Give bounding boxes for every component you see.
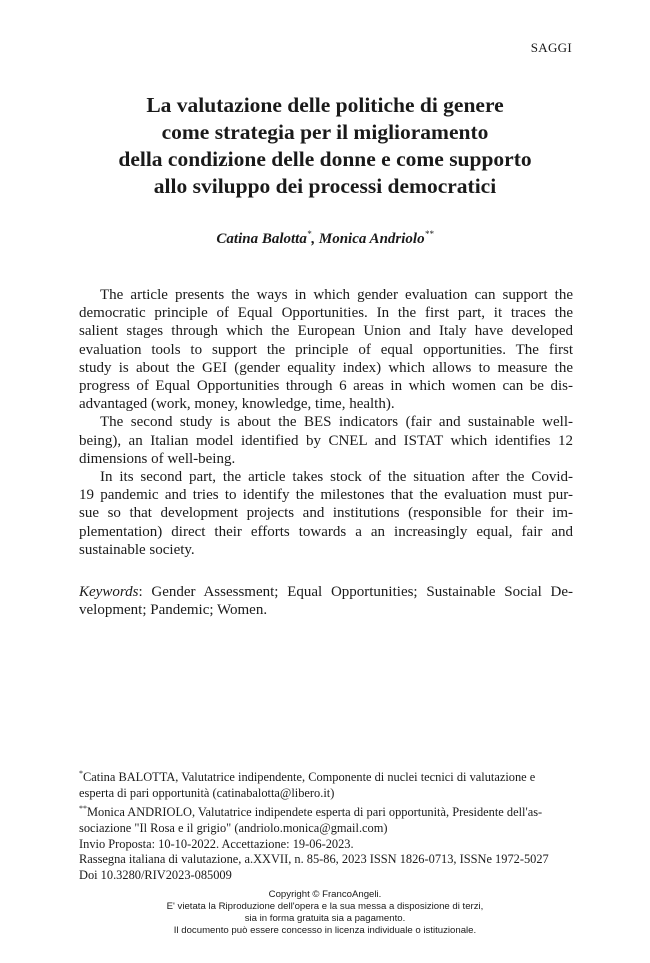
abstract-line: sue so that development projects and institutions (responsible for their im- <box>79 505 573 522</box>
copyright-line: Il documento può essere concesso in licenza individuale o istituzionale. <box>173 925 477 936</box>
author-name: Catina Balotta <box>216 231 307 247</box>
article-title <box>60 92 590 200</box>
abstract-line: In its second part, the article takes stock of the situation after the Covid- <box>100 469 573 486</box>
abstract-line: The article presents the ways in which gender evaluation can support the <box>100 287 573 303</box>
footnote-marker: ** <box>79 804 87 814</box>
footnote-marker: ** <box>424 229 434 239</box>
abstract-line: study is about the GEI (gender equality index) which allows to measure the <box>79 359 573 376</box>
abstract-line: dimensions of well-being. <box>79 450 236 467</box>
title-line: della condizione delle donne e come supporto <box>118 147 532 171</box>
abstract-line: The second study is about the BES indicators (fair and sustainable well- <box>100 414 573 431</box>
footnote-marker: * <box>79 769 83 778</box>
abstract-line: sustainable society. <box>79 541 195 558</box>
keywords-label: Keywords <box>79 584 139 600</box>
abstract-line: advantaged (work, money, knowledge, time, health). <box>79 396 395 413</box>
copyright-line: sia in forma gratuita sia a pagamento. <box>244 913 406 924</box>
author-separator: , <box>311 231 319 247</box>
footnote-line <box>79 801 579 821</box>
footnote-line <box>79 766 579 786</box>
keywords-text: : Gender Assessment; Equal Opportunities; Sustainable Social De- <box>138 584 573 600</box>
author-name: Monica Andriolo <box>318 231 425 247</box>
abstract-line: being), an Italian model identified by CNEL and ISTAT which identifies 12 <box>79 432 573 449</box>
keywords <box>79 583 573 619</box>
footnote-line: sociazione "Il Rosa e il grigio" (andriolo.monica@gmail.com) <box>79 821 388 836</box>
keywords-line <box>79 583 573 601</box>
abstract-line: 19 pandemic and tries to identify the milestones that the evaluation must pur- <box>79 487 573 504</box>
title-line: La valutazione delle politiche di genere <box>146 93 504 117</box>
author-line <box>60 229 590 248</box>
copyright-line: E' vietata la Riproduzione dell'opera e la sua messa a disposizione di terzi, <box>166 901 484 912</box>
title-line: come strategia per il miglioramento <box>161 120 489 144</box>
footnote-line: esperta di pari opportunità (catinabalotta@libero.it) <box>79 785 335 800</box>
doi-line: Doi 10.3280/RIV2023-085009 <box>79 867 232 882</box>
footnote-text: Catina BALOTTA, Valutatrice indipendente, Componente di nuclei tecnici di valutazione e <box>83 770 536 785</box>
journal-citation <box>79 852 579 883</box>
footnote-marker: * <box>306 229 312 239</box>
abstract-line: democratic principle of Equal Opportunities. In the first part, it traces the <box>79 305 573 322</box>
abstract-line: evaluation tools to support the principle of equal opportunities. The first <box>79 341 573 358</box>
citation-line: Rassegna italiana di valutazione, a.XXVII, n. 85-86, 2023 ISSN 1826-0713, ISSNe 1972-5027 <box>79 852 549 866</box>
submission-dates: Invio Proposta: 10-10-2022. Accettazione: 19-06-2023. <box>79 836 354 851</box>
abstract <box>79 286 573 559</box>
footnotes <box>79 766 579 852</box>
section-label: SAGGI <box>530 40 572 55</box>
title-line: allo sviluppo dei processi democratici <box>153 174 497 198</box>
keywords-line: velopment; Pandemic; Women. <box>79 602 268 619</box>
abstract-line: salient stages through which the European Union and Italy have developed <box>79 323 573 340</box>
abstract-line: plementation) direct their efforts towards a an increasingly equal, fair and <box>79 523 573 540</box>
abstract-line: progress of Equal Opportunities through 6 areas in which women can be dis- <box>79 378 573 395</box>
copyright-line: Copyright © FrancoAngeli. <box>268 889 382 900</box>
copyright-notice <box>0 889 650 937</box>
footnote-text: Monica ANDRIOLO, Valutatrice indipendete esperta di pari opportunità, Presidente dell'as- <box>87 805 543 820</box>
